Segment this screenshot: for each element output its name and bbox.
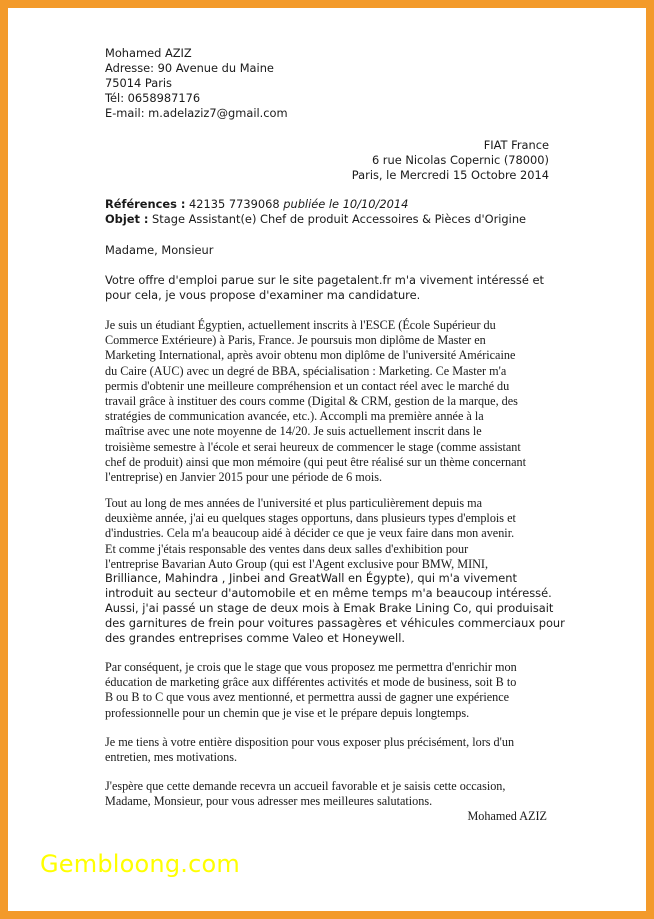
paragraph-line: des garnitures de frein pour voitures passagères et véhicules commerciaux pour <box>105 616 565 630</box>
signature <box>467 809 547 824</box>
paragraph-line: Aussi, j'ai passé un stage de deux mois à Emak Brake Lining Co, qui produisait <box>105 601 554 615</box>
paragraph-line: Et comme j'étais responsable des ventes dans deux salles d'exhibition pour <box>105 541 469 556</box>
recipient-block <box>352 138 549 183</box>
sender-email: E-mail: m.adelaziz7@gmail.com <box>105 106 288 120</box>
paragraph-line: permis d'obtenir une meilleure compréhension et un contact réel avec le marché du <box>105 378 510 393</box>
sender-address: Adresse: 90 Avenue du Maine <box>105 61 274 75</box>
letter-page <box>8 8 646 911</box>
paragraph-closing <box>105 779 505 809</box>
intro-line: pour cela, je vous propose d'examiner ma candidature. <box>105 288 421 302</box>
paragraph-experience <box>105 496 516 572</box>
paragraph-line: entretien, mes motivations. <box>105 750 238 765</box>
paragraph-line: professionnelle pour un chemin que je vise et le prépare depuis longtemps. <box>105 705 470 720</box>
reference-number: 42135 7739068 <box>185 197 284 211</box>
recipient-address: 6 rue Nicolas Copernic (78000) <box>371 153 549 167</box>
paragraph-line: éducation de marketing grâce aux différentes activités et mode de business, soit B to <box>105 675 517 690</box>
salutation <box>105 243 213 258</box>
paragraph-line: Je me tiens à votre entière disposition pour vous exposer plus précisément, lors d'un <box>105 735 515 749</box>
watermark: Gembloong.com <box>40 850 240 878</box>
reference-label: Références : <box>105 197 186 211</box>
paragraph-line: stratégies de communication avancée, etc.). Accompli ma première année à la <box>105 409 484 424</box>
intro-paragraph <box>105 273 544 303</box>
sender-name: Mohamed AZIZ <box>105 46 192 60</box>
subject-line <box>105 212 526 227</box>
subject-text: Stage Assistant(e) Chef de produit Accessoires & Pièces d'Origine <box>148 212 527 226</box>
paragraph-line: travail grâce à instituer des cours comme (Digital & CRM, gestion de la marque, des <box>105 394 518 409</box>
reference-line <box>105 197 526 212</box>
paragraph-line: maîtrise avec une note moyenne de 14/20. Je suis actuellement inscrit dans le <box>105 424 482 439</box>
paragraph-experience-continued <box>105 571 565 646</box>
paragraph-line: d'industries. Cela m'a beaucoup aidé à décider ce que je veux faire dans mon avenir. <box>105 526 515 541</box>
paragraph-line: troisième semestre à l'école et serai heureux de commencer le stage (comme assistant <box>105 439 521 454</box>
paragraph-line: B ou B to C que vous avez mentionné, et permettra aussi de gagner une expérience <box>105 690 510 705</box>
paragraph-line: chef de produit) ainsi que mon mémoire (qui peut être réalisé sur un thème concernant <box>105 454 526 469</box>
subject-label: Objet : <box>105 212 149 226</box>
paragraph-line: des grandes entreprises comme Valeo et Honeywell. <box>105 631 405 645</box>
sender-city: 75014 Paris <box>105 76 172 90</box>
paragraph-availability <box>105 735 514 765</box>
sender-block <box>105 46 288 121</box>
paragraph-line: introduit au secteur d'automobile et en même temps m'a beaucoup intéressé. <box>105 586 552 600</box>
salutation-text: Madame, Monsieur <box>105 243 214 257</box>
intro-line: Votre offre d'emploi parue sur le site pagetalent.fr m'a vivement intéressé et <box>105 273 544 287</box>
paragraph-line: Je suis un étudiant Égyptien, actuellement inscrits à l'ESCE (École Supérieur du <box>105 318 496 332</box>
paragraph-line: l'entreprise Bavarian Auto Group (qui est l'Agent exclusive pour BMW, MINI, <box>105 556 489 571</box>
letter-date: Paris, le Mercredi 15 Octobre 2014 <box>351 168 549 182</box>
paragraph-line: Marketing International, après avoir obtenu mon diplôme de l'université Américaine <box>105 348 516 363</box>
reference-block <box>105 197 526 227</box>
recipient-company: FIAT France <box>483 138 549 152</box>
paragraph-line: Brilliance, Mahindra , Jinbei and GreatWall en Égypte), qui m'a vivement <box>105 571 517 585</box>
paragraph-line: Tout au long de mes années de l'université et plus particulièrement depuis ma <box>105 496 483 510</box>
paragraph-line: l'entreprise) en Janvier 2015 pour une période de 6 mois. <box>105 470 383 485</box>
paragraph-line: Par conséquent, je crois que le stage que vous proposez me permettra d'enrichir mon <box>105 660 517 674</box>
paragraph-line: du Caire (AUC) avec un degré de BBA, spécialisation : Marketing. Ce Master m'a <box>105 363 507 378</box>
sender-phone: Tél: 0658987176 <box>105 91 201 105</box>
reference-published: publiée le 10/10/2014 <box>283 197 409 211</box>
paragraph-motivation <box>105 660 517 721</box>
signature-name: Mohamed AZIZ <box>467 809 547 823</box>
paragraph-line: deuxième année, j'ai eu quelques stages opportuns, dans plusieurs types d'emplois et <box>105 511 516 526</box>
paragraph-line: Commerce Extérieure) à Paris, France. Je poursuis mon diplôme de Master en <box>105 333 486 348</box>
paragraph-education <box>105 318 526 485</box>
paragraph-line: J'espère que cette demande recevra un accueil favorable et je saisis cette occasion, <box>105 779 506 793</box>
paragraph-line: Madame, Monsieur, pour vous adresser mes meilleures salutations. <box>105 794 433 809</box>
